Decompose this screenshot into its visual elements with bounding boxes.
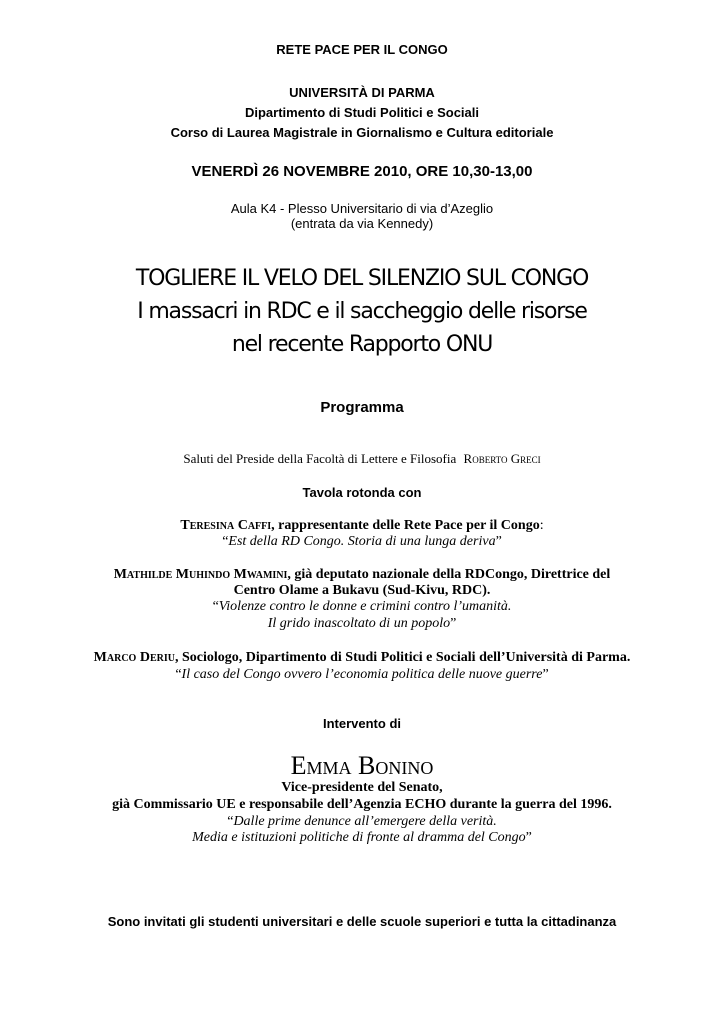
speaker-3-name: Marco Deriu xyxy=(93,650,175,665)
keynote-talk-title-1: Dalle prime denunce all’emergere della verità. xyxy=(233,814,497,829)
main-title: TOGLIERE IL VELO DEL SILENZIO SUL CONGO xyxy=(135,266,589,291)
close-quote: ” xyxy=(542,667,549,682)
speaker-3-talk xyxy=(0,667,724,683)
greeting-text: Saluti del Preside della Facoltà di Lettere e Filosofia xyxy=(183,451,457,466)
keynote-speaker-name: Emma Bonino xyxy=(290,751,434,780)
speaker-2-role: , già deputato nazionale della RDCongo, Direttrice del xyxy=(287,567,611,582)
subtitle-line-2: nel recente Rapporto ONU xyxy=(231,332,493,357)
department-name: Dipartimento di Studi Politici e Sociali xyxy=(244,105,480,120)
speaker-2-talk-line-1 xyxy=(0,599,724,615)
invitation-note: Sono invitati gli studenti universitari e delle scuole superiori e tutta la cittadinanza xyxy=(107,914,617,929)
keynote-role-line-2: già Commissario UE e responsabile dell’Agenzia ECHO durante la guerra del 1996. xyxy=(112,797,612,812)
speaker-1-line xyxy=(0,518,724,534)
speaker-1-talk xyxy=(0,534,724,550)
course-name: Corso di Laurea Magistrale in Giornalismo e Cultura editoriale xyxy=(170,125,554,140)
event-entrance: (entrata da via Kennedy) xyxy=(290,216,434,231)
speaker-1-name: Teresina Caffi xyxy=(180,518,272,533)
roundtable-heading: Tavola rotonda con xyxy=(302,485,422,500)
greeting-line xyxy=(0,451,724,467)
speaker-1-talk-title: Est della RD Congo. Storia di una lunga deriva xyxy=(228,534,496,549)
subtitle-line-1: I massacri in RDC e il saccheggio delle risorse xyxy=(137,299,587,324)
university-name: UNIVERSITÀ DI PARMA xyxy=(289,85,435,100)
close-quote: ” xyxy=(450,616,457,631)
speaker-2-talk-title-2: Il grido inascoltato di un popolo xyxy=(267,616,451,631)
open-quote: “ xyxy=(175,667,182,682)
open-quote: “ xyxy=(222,534,229,549)
keynote-role-line-1: Vice-presidente del Senato, xyxy=(281,780,443,795)
speaker-1-role: , rappresentante delle Rete Pace per il Congo xyxy=(271,518,540,533)
close-quote: ” xyxy=(525,830,532,845)
speaker-2-role-cont: Centro Olame a Bukavu (Sud-Kivu, RDC). xyxy=(233,583,491,598)
event-datetime: VENERDÌ 26 NOVEMBRE 2010, ORE 10,30-13,00 xyxy=(191,163,533,180)
speaker-2-name: Mathilde Muhindo Mwamini xyxy=(113,567,288,582)
speaker-3-talk-title: Il caso del Congo ovvero l’economia politica delle nuove guerre xyxy=(181,667,543,682)
keynote-talk-title-2: Media e istituzioni politiche di fronte al dramma del Congo xyxy=(192,830,526,845)
open-quote: “ xyxy=(212,599,219,614)
speaker-3-role: , Sociologo, Dipartimento di Studi Politici e Sociali dell’Università di Parma. xyxy=(174,650,631,665)
organizer-heading: RETE PACE PER IL CONGO xyxy=(276,42,448,57)
program-heading: Programma xyxy=(320,399,404,416)
keynote-heading: Intervento di xyxy=(322,716,401,731)
speaker-1-colon: : xyxy=(539,518,544,533)
keynote-talk-line-2 xyxy=(0,830,724,846)
open-quote: “ xyxy=(227,814,234,829)
speaker-2-talk-title-1: Violenze contro le donne e crimini contro l’umanità. xyxy=(218,599,512,614)
close-quote: ” xyxy=(495,534,502,549)
keynote-talk-line-1 xyxy=(0,814,724,830)
event-venue: Aula K4 - Plesso Universitario di via d’Azeglio xyxy=(230,201,494,216)
speaker-2-line xyxy=(0,567,724,583)
greeting-speaker-name: Roberto Greci xyxy=(463,451,541,466)
speaker-2-talk-line-2 xyxy=(0,616,724,632)
speaker-3-line xyxy=(0,650,724,666)
